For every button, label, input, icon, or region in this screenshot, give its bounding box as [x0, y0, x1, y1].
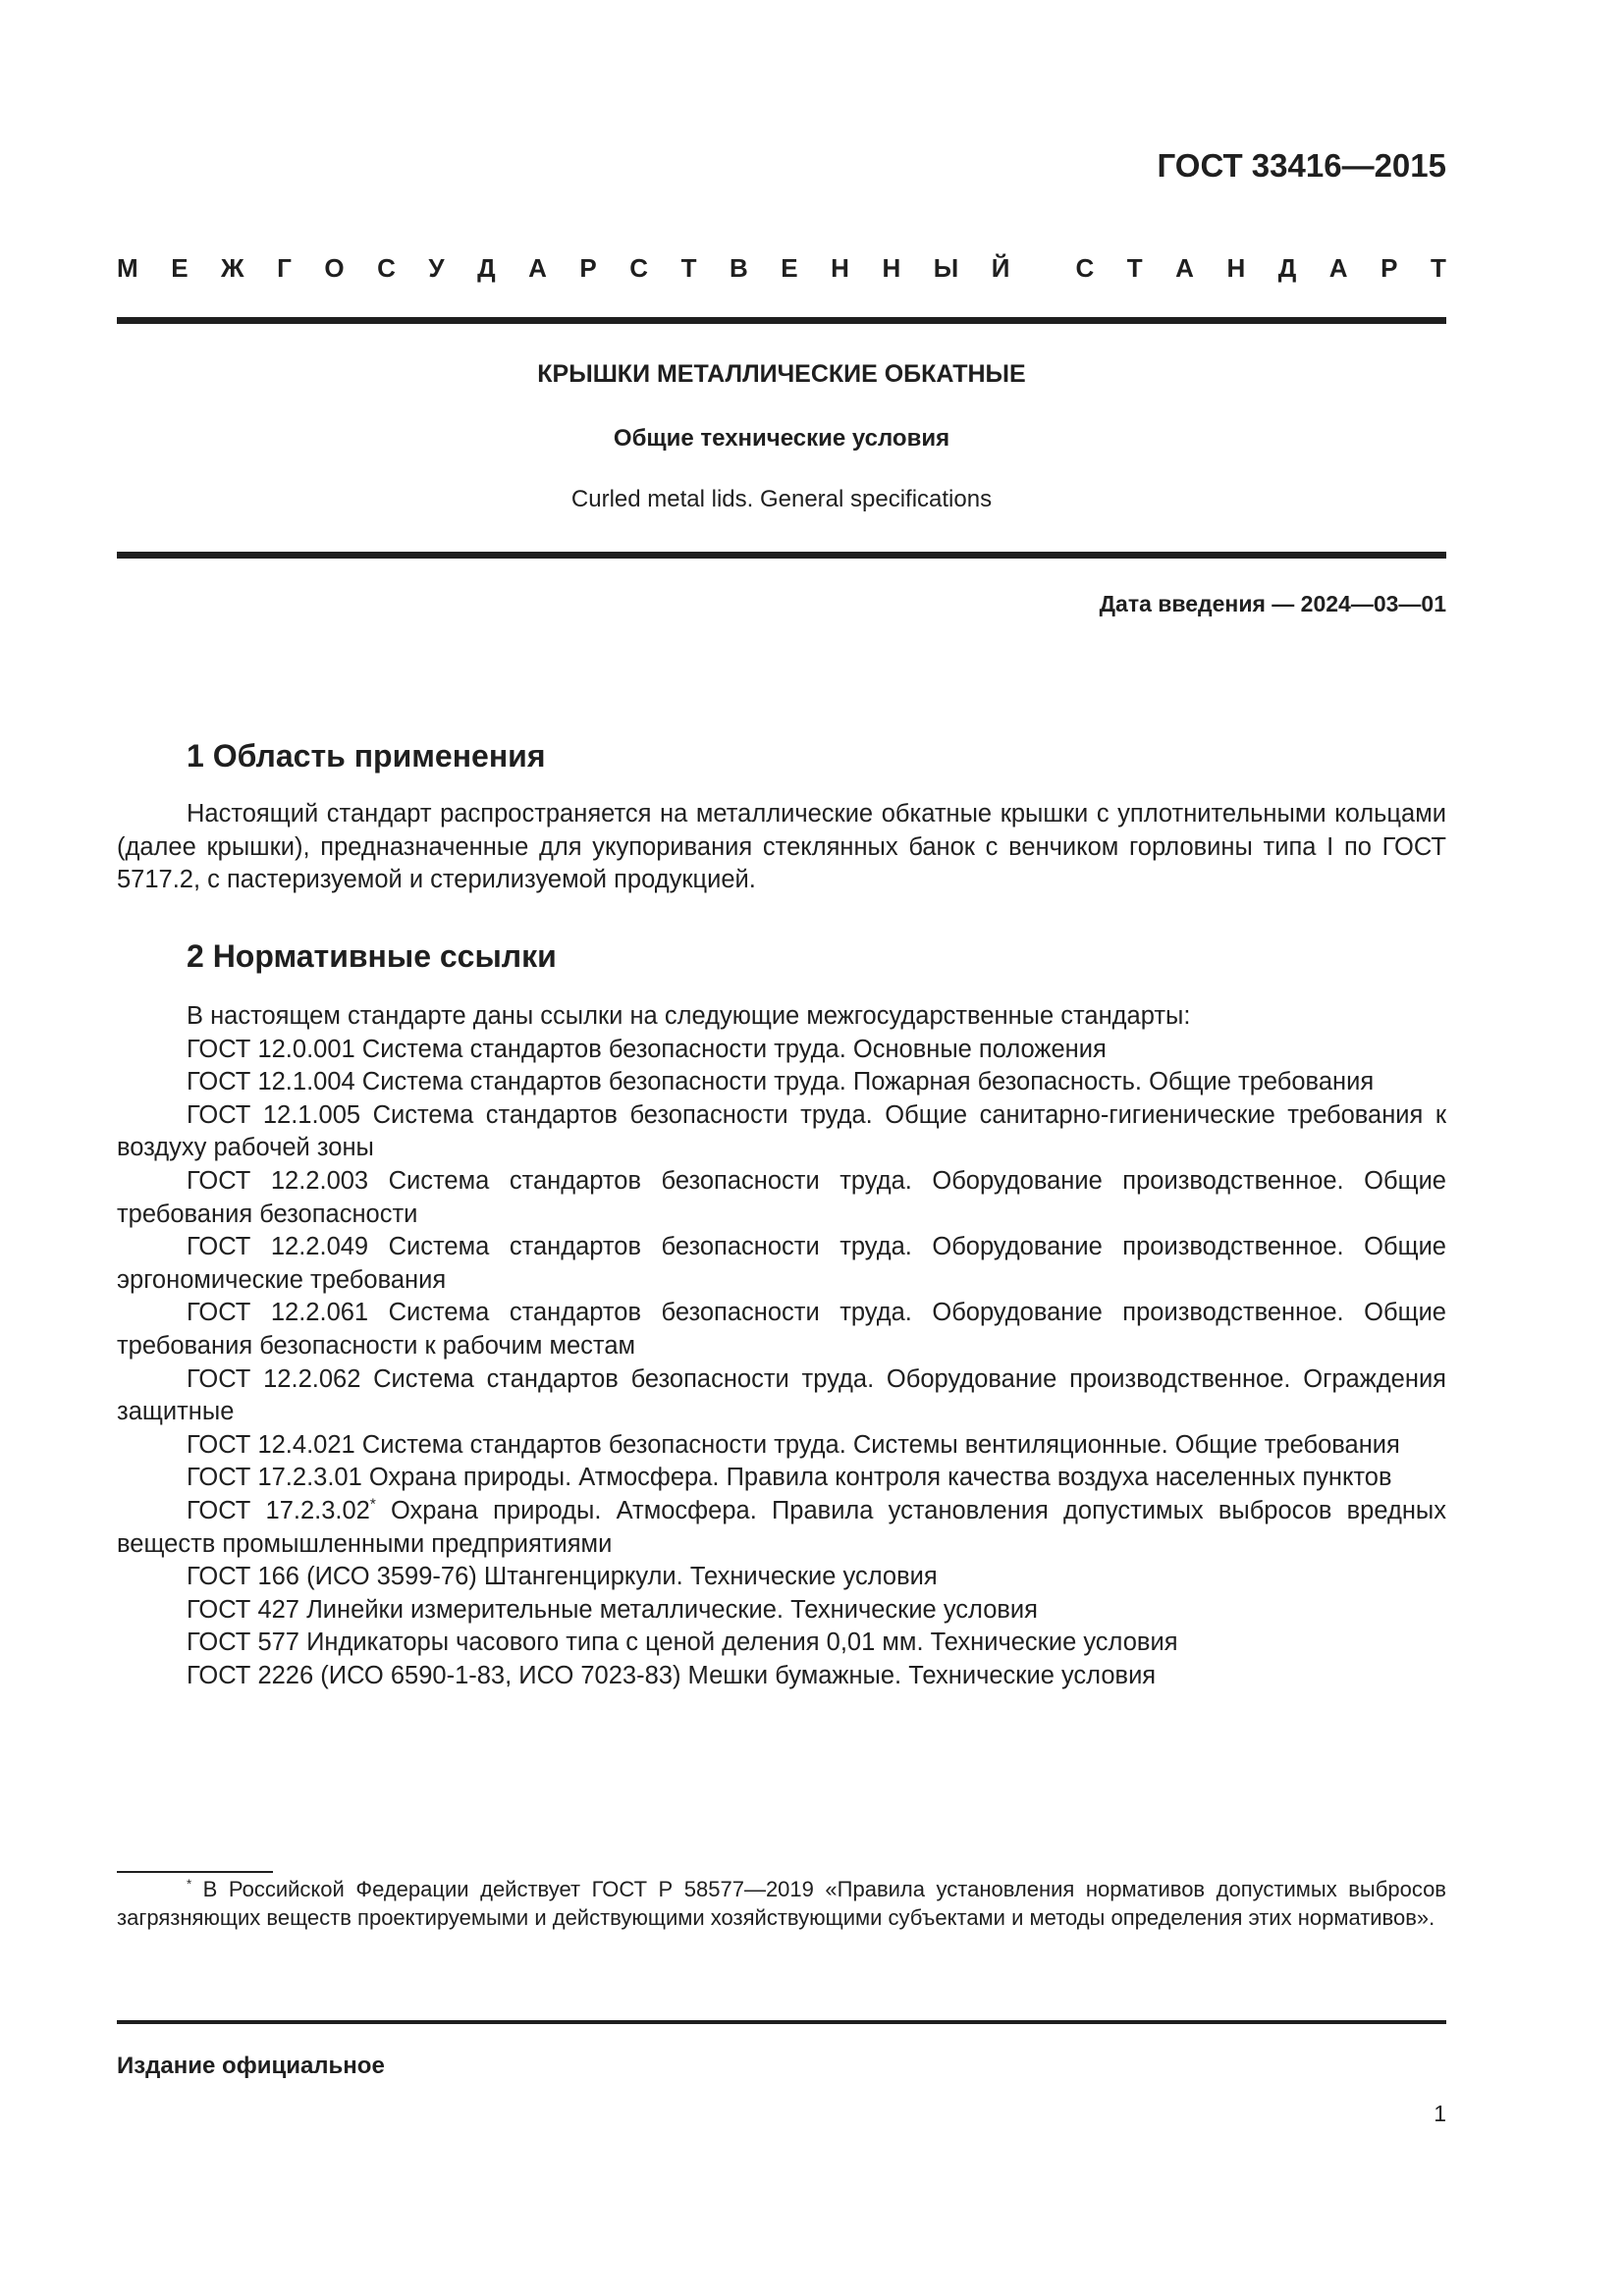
banner-letter: Д — [1277, 253, 1297, 283]
page-number: 1 — [1434, 2101, 1446, 2126]
footnote-marker: * — [369, 1496, 376, 1514]
reference-item: ГОСТ 12.2.061 Система стандартов безопасности труда. Оборудование производственное. Общие требования безопасности к рабочим местам — [117, 1299, 1446, 1360]
document-number: ГОСТ 33416—2015 — [1157, 147, 1446, 184]
reference-item: ГОСТ 12.1.005 Система стандартов безопасности труда. Общие санитарно-гигиенические требования к воздуху рабочей зоны — [117, 1100, 1446, 1162]
banner-letter: А — [1328, 253, 1348, 283]
standard-banner — [117, 253, 1446, 284]
banner-letter: Т — [1126, 253, 1143, 283]
footnote-separator — [117, 1871, 273, 1873]
banner-letter: М — [117, 253, 138, 283]
references-intro: В настоящем стандарте даны ссылки на следующие межгосударственные стандарты: — [187, 1002, 1191, 1030]
banner-letter: Н — [1226, 253, 1246, 283]
reference-item: ГОСТ 166 (ИСО 3599-76) Штангенциркули. Технические условия — [187, 1563, 938, 1591]
reference-item: ГОСТ 427 Линейки измерительные металлические. Технические условия — [187, 1595, 1038, 1624]
banner-letter: Ы — [933, 253, 959, 283]
banner-letter: С — [377, 253, 396, 283]
footnote-text: В Российской Федерации действует ГОСТ Р 58577—2019 «Правила установления нормативов допустимых выбросов загрязняющих веществ проектируемыми и действующими хозяйствующими субъектами и методы определения этих нормативов». — [117, 1877, 1446, 1930]
banner-letter: Р — [579, 253, 597, 283]
section-2-heading: 2 Нормативные ссылки — [187, 938, 557, 974]
banner-letter: Д — [477, 253, 496, 283]
banner-letter: С — [629, 253, 649, 283]
banner-letter: О — [324, 253, 345, 283]
reference-item: ГОСТ 12.1.004 Система стандартов безопасности труда. Пожарная безопасность. Общие требования — [187, 1068, 1375, 1096]
banner-letter: Р — [1380, 253, 1398, 283]
footer-rule — [117, 2020, 1446, 2024]
banner-letter: А — [528, 253, 547, 283]
section-1-body — [117, 798, 1446, 897]
banner-letter: Ж — [221, 253, 244, 283]
reference-item: ГОСТ 12.2.062 Система стандартов безопасности труда. Оборудование производственное. Ограждения защитные — [117, 1364, 1446, 1426]
reference-code: ГОСТ 17.2.3.02 — [187, 1496, 370, 1524]
banner-letter: Т — [680, 253, 697, 283]
document-title: КРЫШКИ МЕТАЛЛИЧЕСКИЕ ОБКАТНЫЕ — [537, 360, 1026, 388]
banner-letter: В — [729, 253, 748, 283]
introduction-date: Дата введения — 2024—03—01 — [1099, 591, 1446, 616]
banner-letter: У — [428, 253, 445, 283]
reference-title: Охрана природы. Атмосфера. Правила установления допустимых выбросов вредных веществ промышленными предприятиями — [117, 1496, 1446, 1558]
title-rule — [117, 552, 1446, 559]
footnote-marker: * — [187, 1876, 192, 1892]
banner-letter: Н — [831, 253, 849, 283]
banner-letter: А — [1175, 253, 1194, 283]
banner-letter: Т — [1430, 253, 1446, 283]
header-rule — [117, 317, 1446, 324]
banner-letter: Е — [781, 253, 798, 283]
scope-paragraph: Настоящий стандарт распространяется на металлические обкатные крышки с уплотнительными кольцами (далее крышки), предназначенные для укупоривания стеклянных банок с венчиком горловины типа I по ГОСТ 5717.2, с пастеризуемой и стерилизуемой продукцией. — [117, 800, 1446, 894]
reference-item: ГОСТ 17.2.3.01 Охрана природы. Атмосфера. Правила контроля качества воздуха населенных пунктов — [187, 1464, 1392, 1492]
official-edition-label: Издание официальное — [117, 2053, 385, 2079]
reference-item: ГОСТ 2226 (ИСО 6590-1-83, ИСО 7023-83) Мешки бумажные. Технические условия — [187, 1661, 1157, 1689]
reference-item: ГОСТ 12.4.021 Система стандартов безопасности труда. Системы вентиляционные. Общие требования — [187, 1430, 1400, 1459]
banner-letter: С — [1075, 253, 1095, 283]
reference-item: ГОСТ 12.2.049 Система стандартов безопасности труда. Оборудование производственное. Общие эргономические требования — [117, 1233, 1446, 1294]
section-2-body — [117, 1000, 1446, 1692]
section-1-heading: 1 Область применения — [187, 738, 546, 774]
reference-item: ГОСТ 12.0.001 Система стандартов безопасности труда. Основные положения — [187, 1035, 1107, 1063]
reference-item: ГОСТ 12.2.003 Система стандартов безопасности труда. Оборудование производственное. Общие требования безопасности — [117, 1166, 1446, 1228]
reference-item: ГОСТ 577 Индикаторы часового типа с ценой деления 0,01 мм. Технические условия — [187, 1629, 1178, 1657]
banner-letter: Й — [991, 253, 1010, 283]
banner-letter: Н — [882, 253, 901, 283]
document-title-english: Curled metal lids. General specifications — [570, 486, 993, 512]
banner-letter: Е — [171, 253, 189, 283]
footnote — [117, 1875, 1446, 1932]
reference-item-footnoted — [117, 1495, 1446, 1561]
banner-letter: Г — [277, 253, 292, 283]
document-subtitle: Общие технические условия — [613, 425, 950, 452]
